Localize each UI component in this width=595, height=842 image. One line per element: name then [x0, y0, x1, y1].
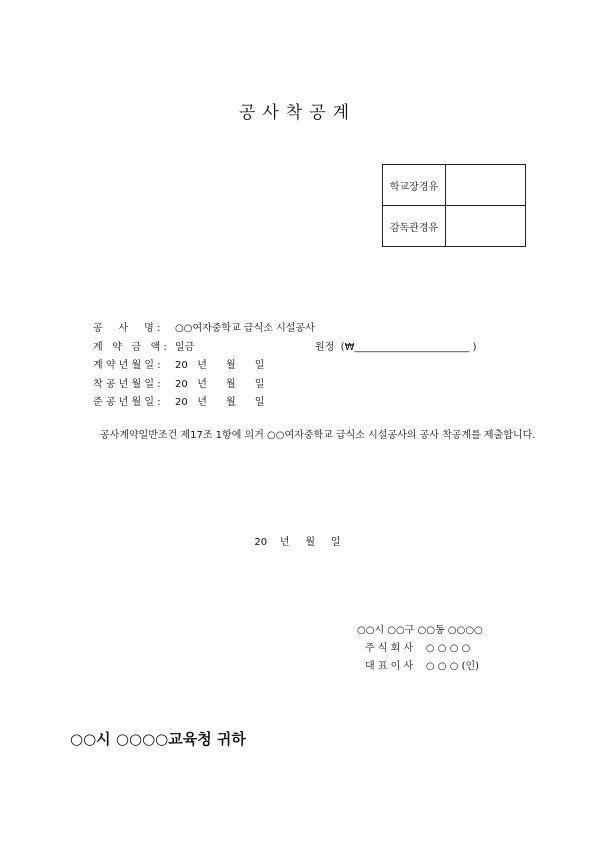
signature-company: 주 식 회 사 ○ ○ ○ ○ — [365, 643, 471, 654]
approval-sign-cell — [446, 165, 526, 206]
approval-row — [383, 206, 526, 247]
field-value: ○○여자중학교 급식소 시설공사 — [175, 323, 315, 334]
field-value: 일금 — [175, 341, 195, 353]
field-value: 20 년 월 일 — [175, 378, 265, 390]
approval-table — [382, 164, 526, 247]
field-row-contract-amount — [93, 339, 477, 358]
field-value: 20 년 월 일 — [175, 360, 265, 371]
approval-label: 학교장경유 — [383, 165, 446, 206]
field-value: 20 년 월 일 — [175, 397, 265, 408]
body-text: 공사계약일반조건 제17조 1항에 의거 ○○여자중학교 급식소 시설공사의 공사 착공계를 제출합니다. — [100, 430, 536, 441]
field-label: 계 약 년 월 일 : — [93, 360, 161, 371]
field-label: 착 공 년 월 일 : — [93, 378, 161, 390]
approval-row — [383, 165, 526, 206]
date-line: 20 년 월 일 — [254, 537, 341, 548]
contract-fields — [93, 320, 477, 413]
approval-label: 감독관경유 — [383, 206, 446, 247]
field-label: 계 약 금 액 : — [93, 341, 167, 353]
approval-sign-cell — [446, 206, 526, 247]
field-label: 공 사 명 : — [93, 323, 161, 334]
field-row-contract-date — [93, 357, 477, 376]
document-title: 공사착공계 — [238, 103, 357, 123]
addressee: ○○시 ○○○○교육청 귀하 — [70, 730, 246, 748]
signature-ceo: 대 표 이 사 ○ ○ ○ (인) — [365, 661, 480, 672]
field-label: 준 공 년 월 일 : — [93, 397, 161, 408]
field-row-construction-name — [93, 320, 477, 339]
field-value-suffix: 원정 (₩_______________________ ) — [315, 341, 477, 353]
signature-address: ○○시 ○○구 ○○동 ○○○○ — [357, 625, 483, 636]
field-row-start-date — [93, 376, 477, 395]
signature-block — [357, 622, 483, 676]
body-paragraph — [70, 427, 540, 445]
field-row-completion-date — [93, 394, 477, 413]
